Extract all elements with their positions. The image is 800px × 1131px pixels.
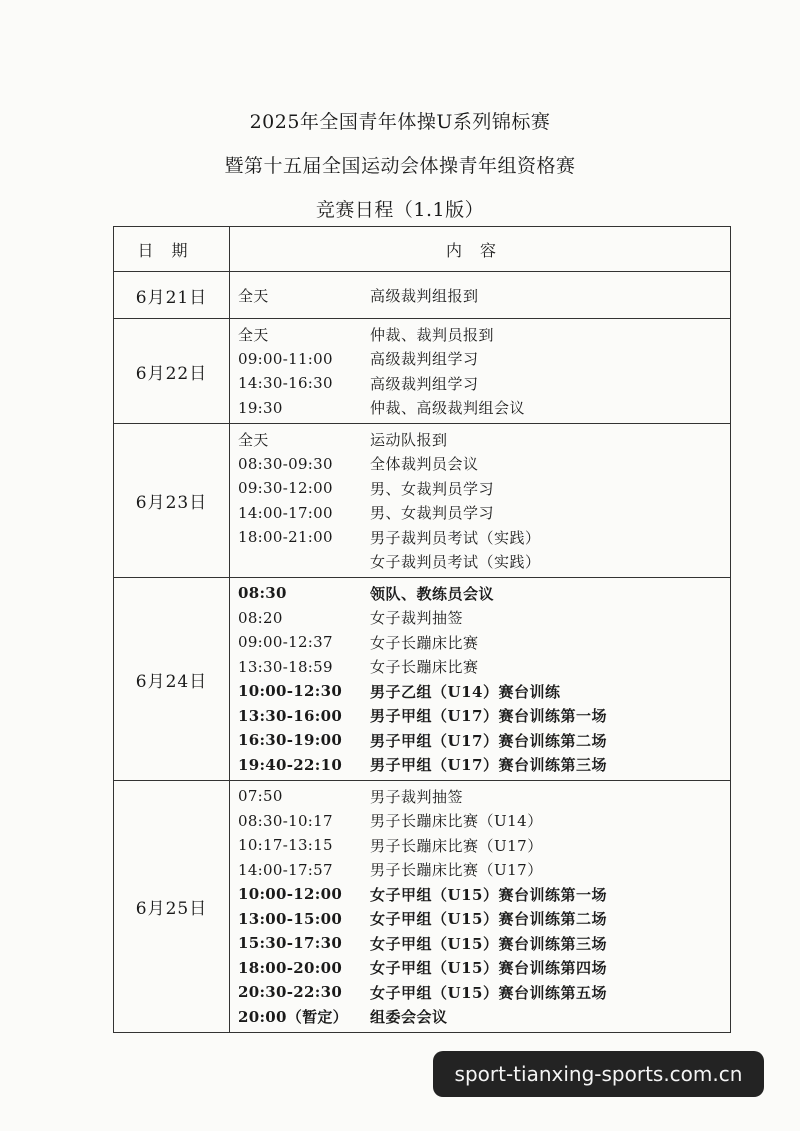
event-description: 高级裁判组学习 [370,350,479,369]
event-description: 女子甲组（U15）赛台训练第三场 [370,934,607,953]
event-description: 男子长蹦床比赛（U17） [370,836,543,855]
event-item [238,980,730,1005]
event-item [238,655,730,680]
day-date: 6月22日 [114,319,230,424]
day-events [230,319,731,424]
day-events [230,272,731,319]
event-description: 女子甲组（U15）赛台训练第一场 [370,885,607,904]
event-description: 女子裁判抽签 [370,609,464,628]
event-description: 运动队报到 [370,430,448,449]
day-date: 6月23日 [114,424,230,578]
event-time: 全天 [238,430,269,449]
event-item [238,1005,730,1030]
event-description: 女子甲组（U15）赛台训练第四场 [370,959,607,978]
event-time: 10:17-13:15 [238,836,333,855]
event-item [238,704,730,729]
date-column-header: 日期 [114,227,230,272]
event-description: 男子裁判抽签 [370,787,464,806]
event-time: 15:30-17:30 [238,934,343,953]
event-time: 10:00-12:30 [238,682,343,701]
event-item [238,882,730,907]
day-row [114,424,731,578]
event-item [238,606,730,631]
event-time: 09:00-12:37 [238,633,333,652]
event-time: 20:30-22:30 [238,983,343,1002]
event-time: 19:30 [238,398,283,417]
event-time: 08:30 [238,584,287,603]
event-item [238,275,730,315]
document-title [0,100,800,232]
event-time: 10:00-12:00 [238,885,343,904]
event-time: 全天 [238,325,269,344]
event-item [238,501,730,526]
header-row [114,227,731,272]
title-line-1: 2025年全国青年体操U系列锦标赛 [249,111,551,133]
event-item [238,858,730,883]
event-time: 09:00-11:00 [238,349,333,368]
content-column-header: 内容 [230,227,731,272]
event-time: 14:00-17:00 [238,503,333,522]
event-description: 女子长蹦床比赛 [370,633,479,652]
event-time: 08:30-09:30 [238,454,333,473]
event-description: 女子长蹦床比赛 [370,658,479,677]
event-description: 男、女裁判员学习 [370,504,495,523]
day-date: 6月21日 [114,272,230,319]
event-item [238,396,730,421]
day-row [114,272,731,319]
event-description: 男、女裁判员学习 [370,479,495,498]
event-item [238,476,730,501]
event-item [238,833,730,858]
event-item [238,956,730,981]
event-item [238,784,730,809]
event-item [238,371,730,396]
day-date: 6月25日 [114,781,230,1033]
day-date: 6月24日 [114,578,230,781]
event-time: 13:30-16:00 [238,706,343,725]
event-description: 男子裁判员考试（实践） [370,528,541,547]
event-description: 女子裁判员考试（实践） [370,553,541,572]
event-item [238,525,730,550]
event-time: 18:00-21:00 [238,528,333,547]
event-item [238,322,730,347]
day-events [230,424,731,578]
event-time: 14:00-17:57 [238,860,333,879]
event-item [238,728,730,753]
event-item [238,581,730,606]
event-item [238,550,730,575]
day-events [230,781,731,1033]
watermark-badge: sport-tianxing-sports.com.cn [433,1051,764,1097]
event-time: 18:00-20:00 [238,958,343,977]
event-description: 高级裁判组学习 [370,374,479,393]
event-time: 08:30-10:17 [238,811,333,830]
event-time: 19:40-22:10 [238,755,343,774]
event-description: 男子甲组（U17）赛台训练第二场 [370,731,607,750]
title-line-3: 竞赛日程（1.1版） [315,199,485,221]
event-time: 07:50 [238,787,283,806]
event-item [238,679,730,704]
event-time: 全天 [238,286,269,305]
title-line-2: 暨第十五届全国运动会体操青年组资格赛 [224,155,576,177]
event-time: 13:00-15:00 [238,909,343,928]
event-item [238,753,730,778]
event-description: 女子甲组（U15）赛台训练第二场 [370,910,607,929]
event-description: 仲裁、高级裁判组会议 [370,399,526,418]
event-description: 男子长蹦床比赛（U14） [370,812,543,831]
event-item [238,427,730,452]
schedule-body [114,272,731,1033]
schedule-table [113,226,731,1033]
event-time: 14:30-16:30 [238,374,333,393]
day-row [114,578,731,781]
event-item [238,452,730,477]
event-time: 20:00（暂定） [238,1008,348,1027]
event-item [238,347,730,372]
event-item [238,931,730,956]
event-description: 男子甲组（U17）赛台训练第一场 [370,707,607,726]
event-time: 16:30-19:00 [238,731,343,750]
day-row [114,781,731,1033]
event-description: 组委会会议 [370,1008,448,1027]
event-description: 领队、教练员会议 [370,584,495,603]
event-time: 13:30-18:59 [238,657,333,676]
day-row [114,319,731,424]
event-description: 仲裁、裁判员报到 [370,325,495,344]
event-item [238,809,730,834]
event-description: 女子甲组（U15）赛台训练第五场 [370,983,607,1002]
event-description: 男子长蹦床比赛（U17） [370,861,543,880]
event-description: 高级裁判组报到 [370,286,479,305]
event-description: 男子乙组（U14）赛台训练 [370,682,561,701]
event-item [238,907,730,932]
event-item [238,630,730,655]
day-events [230,578,731,781]
event-description: 男子甲组（U17）赛台训练第三场 [370,756,607,775]
event-time: 08:20 [238,608,283,627]
event-description: 全体裁判员会议 [370,455,479,474]
event-time: 09:30-12:00 [238,479,333,498]
